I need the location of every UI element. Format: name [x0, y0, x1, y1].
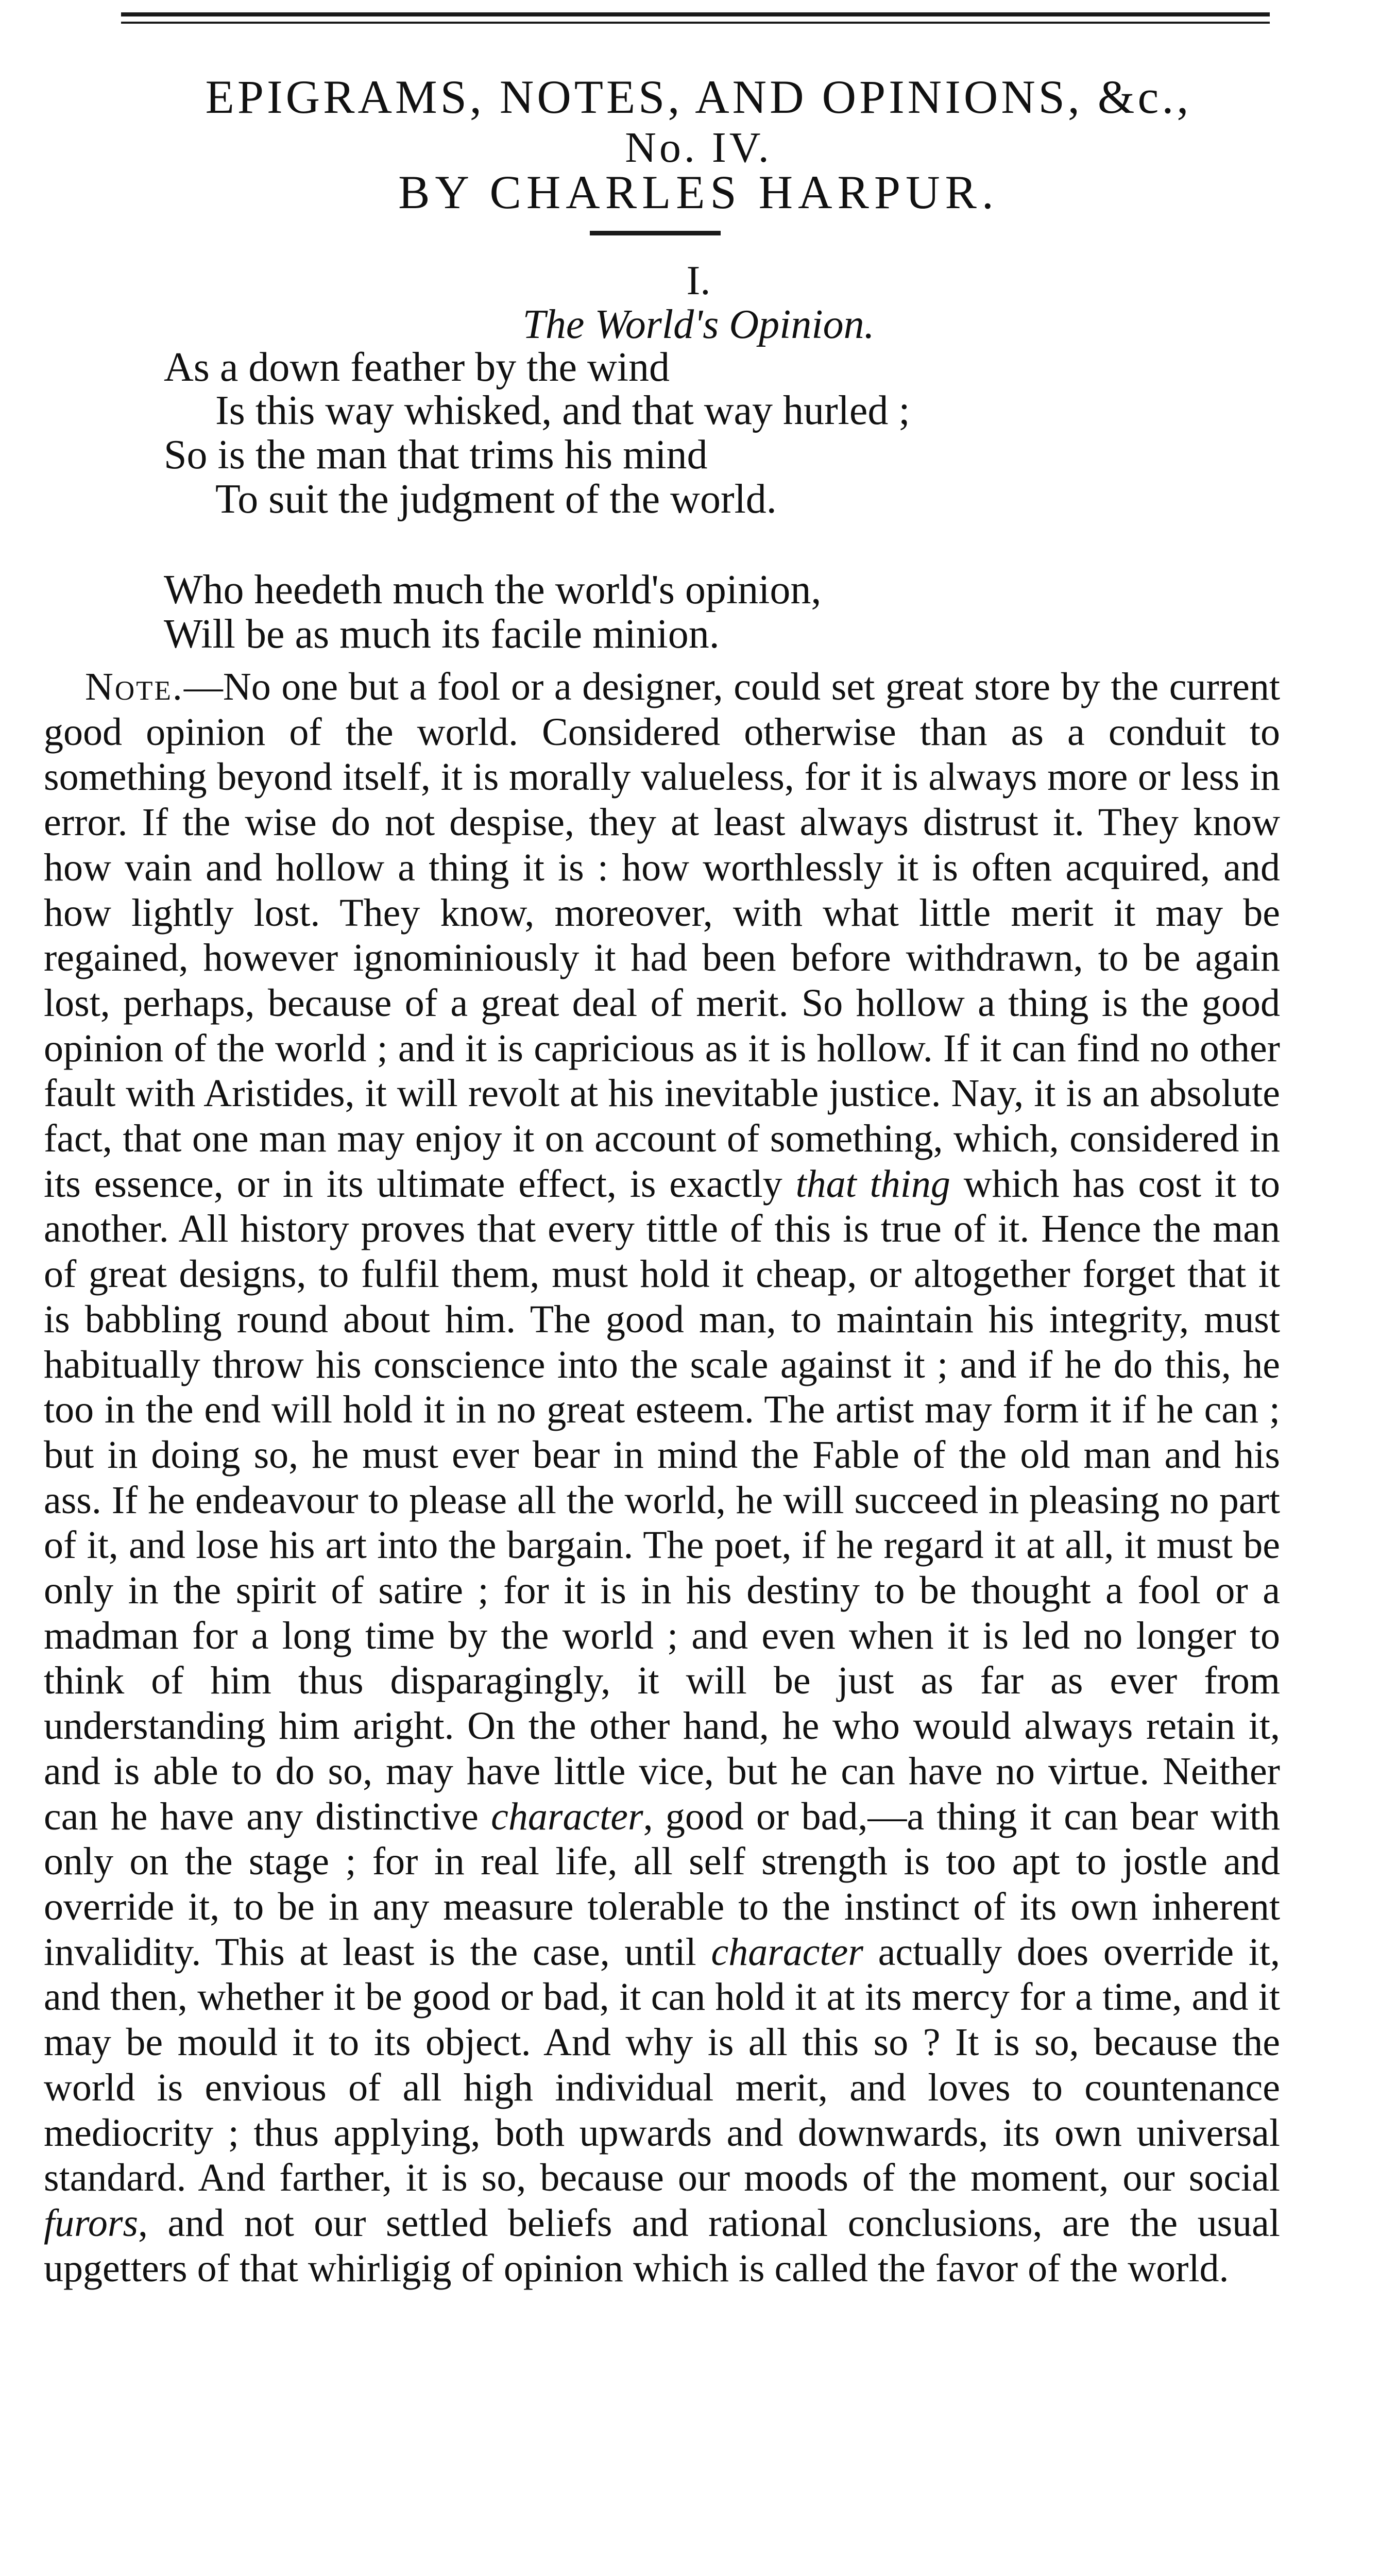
top-double-rule-thin — [121, 22, 1270, 24]
section-numeral: I. — [686, 258, 711, 303]
verse-line: Who heedeth much the world's opinion, — [164, 567, 822, 613]
article-title: EPIGRAMS, NOTES, AND OPINIONS, &c., — [205, 71, 1192, 123]
verse-line: Is this way whisked, and that way hurled ; — [215, 388, 910, 433]
section-divider — [590, 231, 721, 235]
poem-title: The World's Opinion. — [522, 302, 875, 347]
note-emphasis: furors — [44, 2201, 139, 2245]
verse-line: Will be as much its facile minion. — [164, 612, 720, 657]
note-emphasis: character — [711, 1930, 863, 1974]
verse-line: As a down feather by the wind — [164, 345, 670, 390]
note-paragraph — [44, 665, 1280, 2291]
top-double-rule-thick — [121, 12, 1270, 16]
article-byline: BY CHARLES HARPUR. — [398, 166, 999, 218]
note-text: —No one but a fool or a designer, could set great store by the current good opinion of the world. Considered otherwise than as a conduit to something beyond itself, it is morally valueless, for it is always more or less in error. If the wise do not despise, they at least always distrust it. They know how vain and hollow a thing it is : how worthlessly it is often acquired, and how lightly lost. They know, moreover, with what little merit it may be regained, however ignominiously it had been before withdrawn, to be again lost, perhaps, because of a great deal of merit. So hollow a thing is the good opinion of the world ; and it is capricious as it is hollow. If it can find no other fault with Aristides, it will revolt at his inevitable justice. Nay, it is an absolute fact, that one man may enjoy it on account of something, which, considered in its essence, or in its ultimate effect, is exactly — [44, 665, 1280, 1206]
article-number: No. IV. — [625, 124, 772, 172]
note-text: , good or bad,—a thing it can bear with only on the stage ; for in real life, all self strength is too apt to jostle and override it, to be in any measure tolerable to the instinct of its own inherent invalidity. This at least is the case, until — [44, 1794, 1280, 1974]
note-text: actually does override it, and then, whether it be good or bad, it can hold it at its mercy for a time, and it may be mould it to its object. And why is all this so ? It is so, because the world is envious of all high individual merit, and loves to countenance mediocrity ; thus applying, both upwards and downwards, its own universal standard. And farther, it is so, because our moods of the moment, our social — [44, 1930, 1280, 2200]
note-lead: Note. — [85, 665, 184, 708]
note-emphasis: character — [491, 1794, 643, 1838]
note-text: which has cost it to another. All history proves that every tittle of this is true of it. Hence the man of great designs, to fulfil them, must hold it cheap, or altogether forget that it is babbling round about him. The good man, to maintain his integrity, must habitually throw his conscience into the scale against it ; and if he do this, he too in the end will hold it in no great esteem. The artist may form it if he can ; but in doing so, he must ever bear in mind the Fable of the old man and his ass. If he endeavour to please all the world, he will succeed in pleasing no part of it, and lose his art into the bargain. The poet, if he regard it at all, it must be only in the spirit of satire ; for it is in his destiny to be thought a fool or a madman for a long time by the world ; and even when it is led no longer to think of him thus disparagingly, it will be just as far as ever from understanding him aright. On the other hand, he who would always retain it, and is able to do so, may have little vice, but he can have no virtue. Neither can he have any distinctive — [44, 1162, 1280, 1838]
note-emphasis: that thing — [795, 1162, 950, 1206]
verse-line: So is the man that trims his mind — [164, 432, 708, 478]
verse-line: To suit the judgment of the world. — [215, 477, 777, 522]
note-text: , and not our settled beliefs and rational conclusions, are the usual upgetters of that whirligig of opinion which is called the favor of the world. — [44, 2201, 1280, 2290]
